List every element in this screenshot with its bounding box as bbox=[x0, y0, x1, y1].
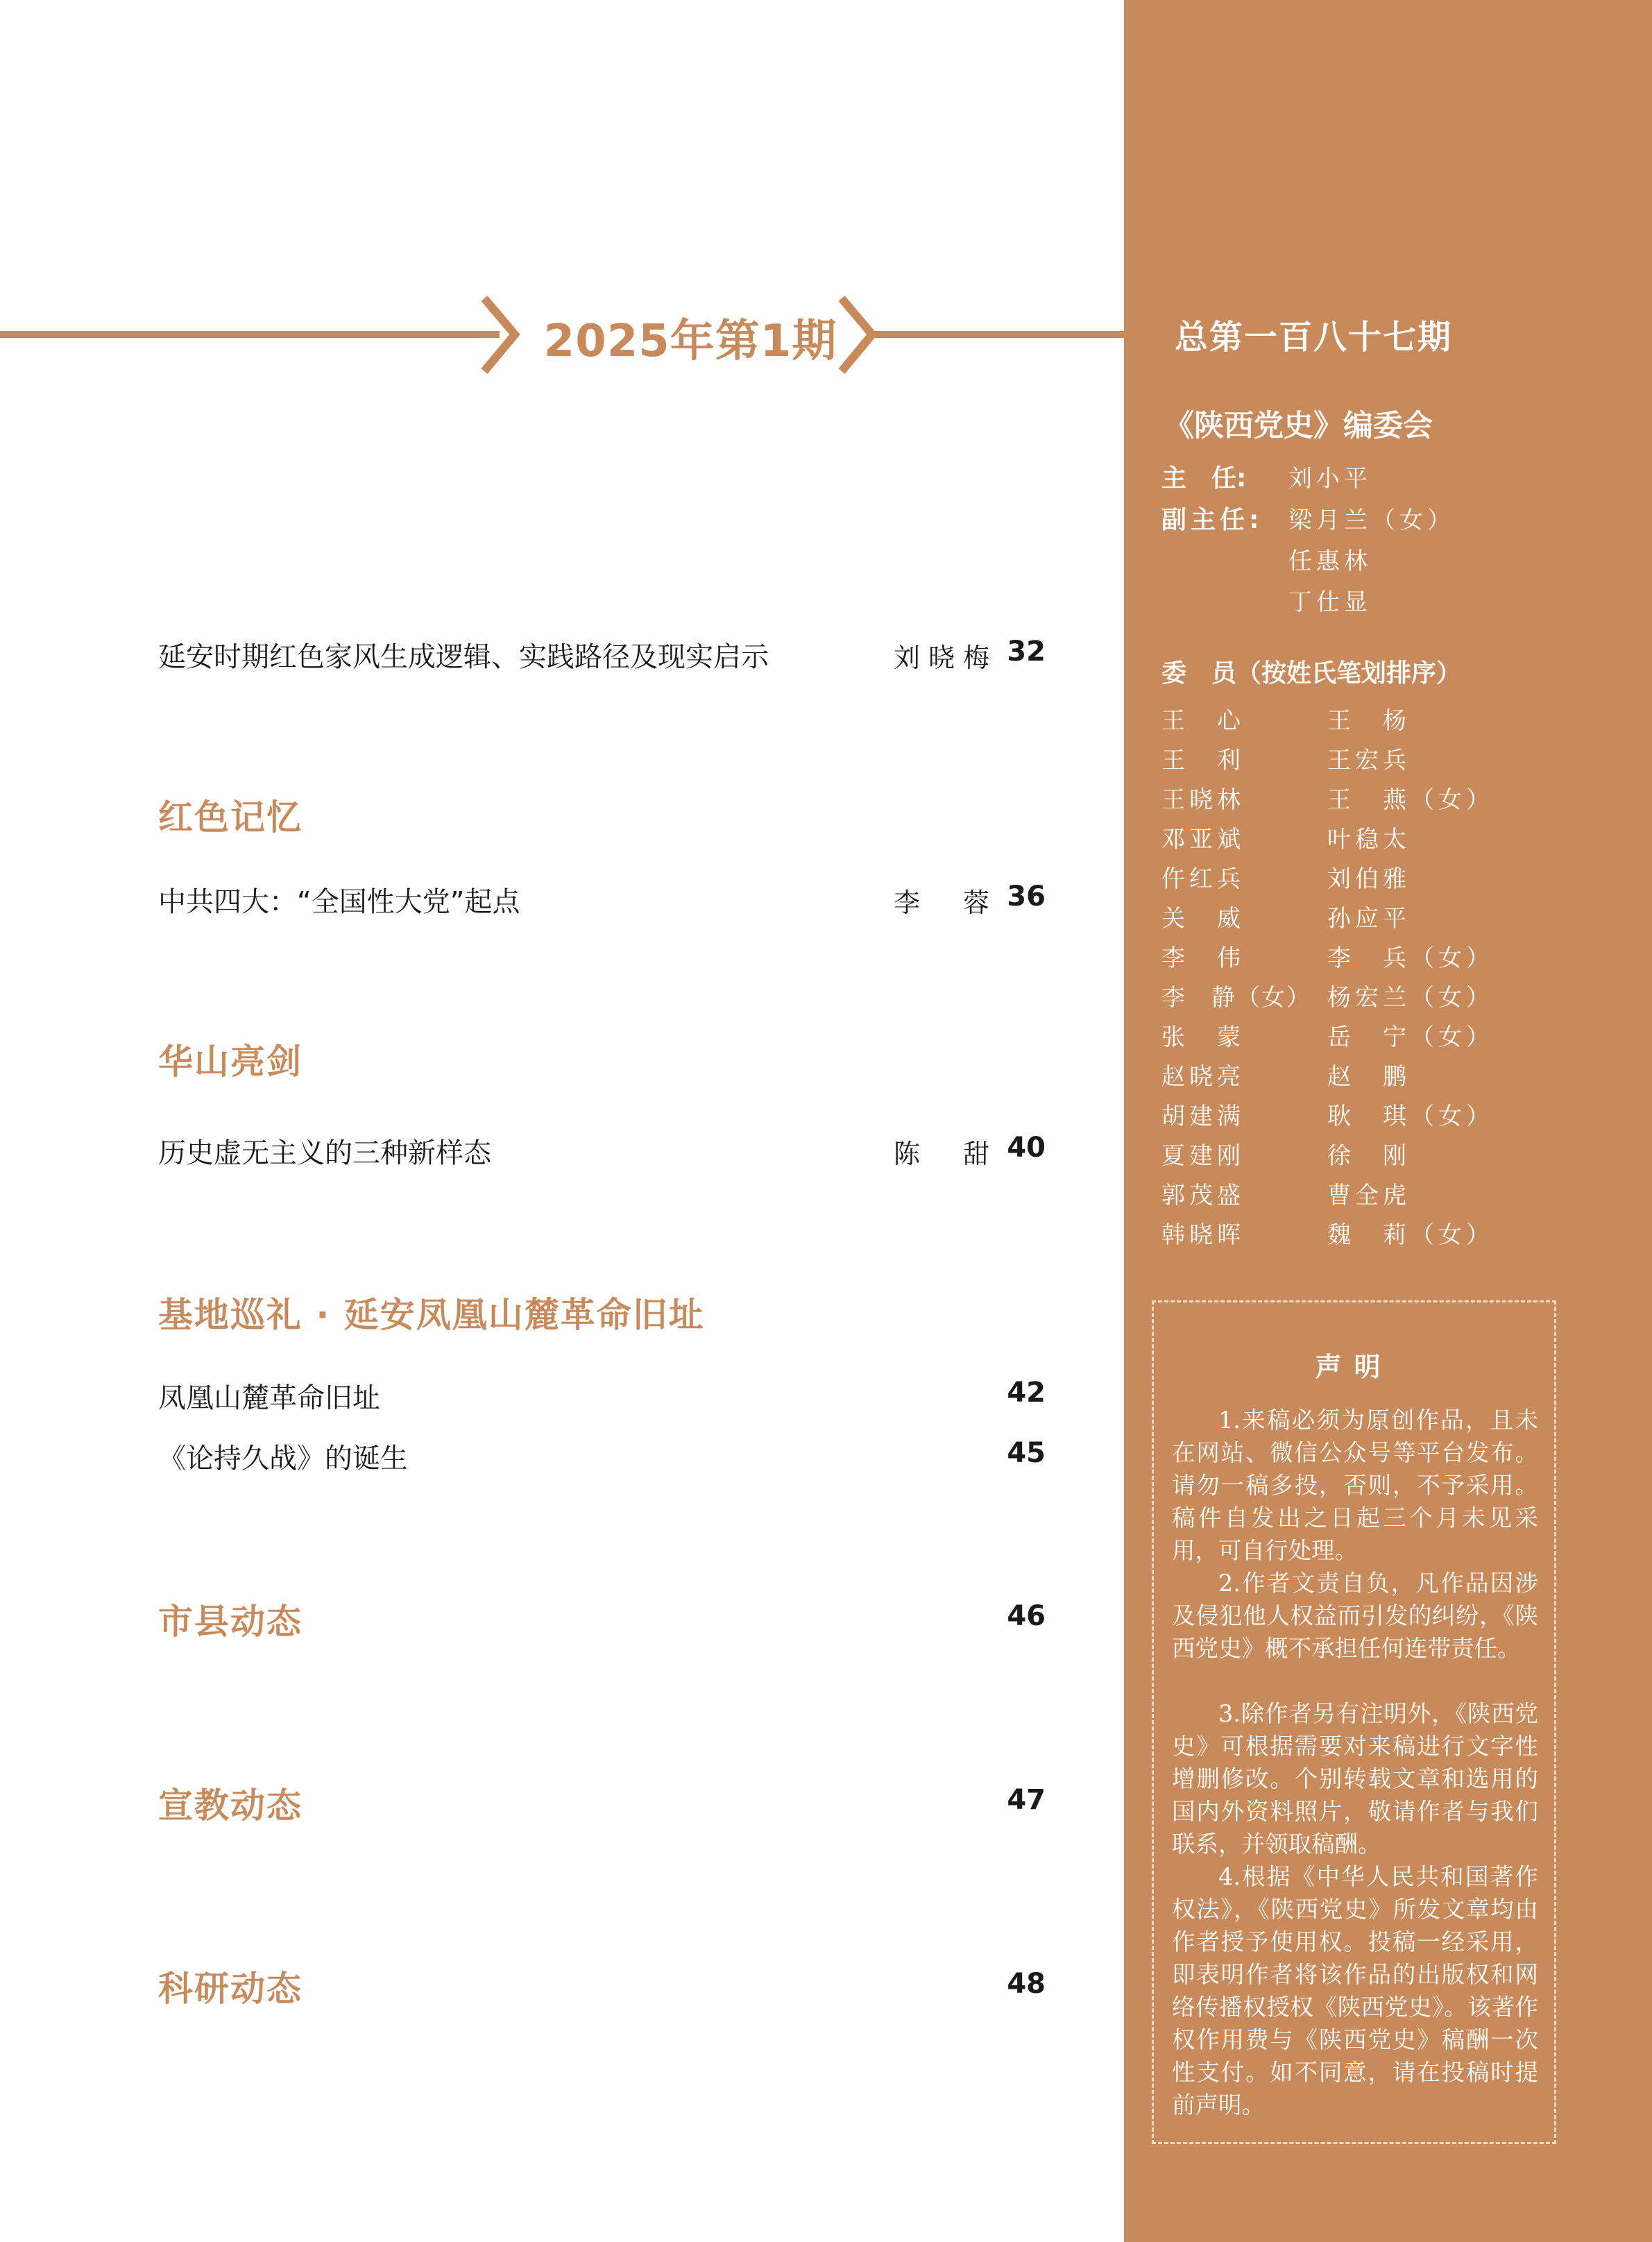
members-label: 委 员（按姓氏笔划排序） bbox=[1161, 659, 1462, 688]
member-name: 王 利 bbox=[1161, 747, 1245, 774]
deputy-name: 任惠林 bbox=[1288, 547, 1372, 575]
header-rule-right bbox=[867, 331, 1124, 338]
issue-title: 2025年第1期 bbox=[543, 316, 837, 367]
deputy-name: 丁仕显 bbox=[1288, 588, 1372, 616]
toc-page-number[interactable]: 32 bbox=[1007, 636, 1046, 668]
toc-article-title[interactable]: 延安时期红色家风生成逻辑、实践路径及现实启示 bbox=[158, 641, 769, 673]
notice-box bbox=[1152, 1300, 1556, 2144]
member-name: 徐 刚 bbox=[1327, 1142, 1411, 1170]
toc-section-title[interactable]: 红色记忆 bbox=[158, 797, 303, 838]
header-rule-left bbox=[0, 331, 500, 338]
notice-paragraph: 4.根据《中华人民共和国著作权法》，《陕西党史》所发文章均由作者授予使用权。投稿一经采用，即表明作者将该作品的出版权和网络传播权授权《陕西党史》。该著作权作用费与《陕西党史》稿酬一次性支付。如不同意，请在投稿时提前声明。 bbox=[1172, 1863, 1538, 2118]
member-name: 李 兵（女） bbox=[1327, 944, 1494, 972]
member-name: 郭茂盛 bbox=[1161, 1182, 1245, 1209]
toc-page-number[interactable]: 47 bbox=[1007, 1784, 1046, 1816]
toc-article-author: 刘晓梅 bbox=[894, 643, 998, 673]
toc-page-number[interactable]: 36 bbox=[1007, 881, 1046, 912]
member-name: 岳 宁（女） bbox=[1327, 1024, 1494, 1051]
member-name: 王 燕（女） bbox=[1327, 786, 1494, 814]
member-name: 王 杨 bbox=[1327, 707, 1411, 735]
member-name: 魏 莉（女） bbox=[1327, 1221, 1494, 1249]
toc-page-number[interactable]: 40 bbox=[1007, 1132, 1046, 1164]
member-name: 曹全虎 bbox=[1327, 1182, 1411, 1209]
member-name: 夏建刚 bbox=[1161, 1142, 1245, 1170]
toc-article-author: 李 蓉 bbox=[894, 888, 998, 918]
toc-article-author: 陈 甜 bbox=[894, 1139, 998, 1169]
toc-article-title[interactable]: 《论持久战》的诞生 bbox=[158, 1443, 408, 1475]
member-name: 赵晓亮 bbox=[1161, 1063, 1245, 1091]
notice-paragraph: 3.除作者另有注明外，《陕西党史》可根据需要对来稿进行文字性增删修改。个别转载文章和选用的国内外资料照片，敬请作者与我们联系，并领取稿酬。 bbox=[1172, 1700, 1538, 1858]
member-name: 李 伟 bbox=[1161, 944, 1245, 972]
toc-article-title[interactable]: 凤凰山麓革命旧址 bbox=[158, 1382, 380, 1414]
member-name: 王晓林 bbox=[1161, 786, 1245, 814]
toc-section-title[interactable]: 宣教动态 bbox=[158, 1785, 303, 1826]
member-name: 孙应平 bbox=[1327, 905, 1411, 933]
notice-paragraph: 2.作者文责自负，凡作品因涉及侵犯他人权益而引发的纠纷，《陕西党史》概不承担任何连带责任。 bbox=[1172, 1570, 1538, 1662]
total-issue-number: 总第一百八十七期 bbox=[1175, 318, 1453, 357]
member-name: 赵 鹏 bbox=[1327, 1063, 1411, 1091]
committee-title: 《陕西党史》编委会 bbox=[1164, 409, 1433, 443]
member-name: 耿 琪（女） bbox=[1327, 1103, 1494, 1130]
notice-paragraph: 1.来稿必须为原创作品，且未在网站、微信公众号等平台发布。请勿一稿多投，否则，不予采用。稿件自发出之日起三个月未见采用，可自行处理。 bbox=[1172, 1407, 1538, 1564]
director-name: 刘小平 bbox=[1288, 465, 1372, 493]
deputy-name: 梁月兰（女） bbox=[1288, 507, 1455, 534]
member-name: 胡建满 bbox=[1161, 1103, 1245, 1130]
member-name: 仵红兵 bbox=[1161, 865, 1245, 893]
toc-section-title[interactable]: 华山亮剑 bbox=[158, 1042, 303, 1082]
member-name: 杨宏兰（女） bbox=[1327, 984, 1494, 1012]
member-name: 刘伯雅 bbox=[1327, 865, 1411, 893]
toc-article-title[interactable]: 历史虚无主义的三种新样态 bbox=[158, 1137, 491, 1169]
member-name: 张 蒙 bbox=[1161, 1024, 1245, 1051]
chevron-right-icon bbox=[479, 295, 520, 375]
member-name: 邓亚斌 bbox=[1161, 826, 1245, 854]
member-name: 叶稳太 bbox=[1327, 826, 1411, 854]
toc-section-title[interactable]: 科研动态 bbox=[158, 1969, 303, 2009]
toc-section-title[interactable]: 基地巡礼 · 延安凤凰山麓革命旧址 bbox=[158, 1295, 705, 1335]
toc-page-number[interactable]: 46 bbox=[1007, 1600, 1046, 1632]
notice-title: 声明 bbox=[1315, 1352, 1393, 1382]
member-name: 关 威 bbox=[1161, 905, 1245, 933]
toc-article-title[interactable]: 中共四大：“全国性大党”起点 bbox=[158, 886, 520, 918]
member-name: 李 静（女） bbox=[1161, 984, 1311, 1012]
toc-section-title[interactable]: 市县动态 bbox=[158, 1602, 303, 1642]
member-name: 王 心 bbox=[1161, 707, 1245, 735]
toc-page-number[interactable]: 42 bbox=[1007, 1377, 1046, 1409]
toc-page-number[interactable]: 45 bbox=[1007, 1437, 1046, 1469]
member-name: 王宏兵 bbox=[1327, 747, 1411, 774]
member-name: 韩晓晖 bbox=[1161, 1221, 1245, 1249]
toc-page-number[interactable]: 48 bbox=[1007, 1968, 1046, 2000]
director-label: 主 任: bbox=[1161, 464, 1247, 493]
deputy-label: 副主任: bbox=[1161, 506, 1263, 534]
